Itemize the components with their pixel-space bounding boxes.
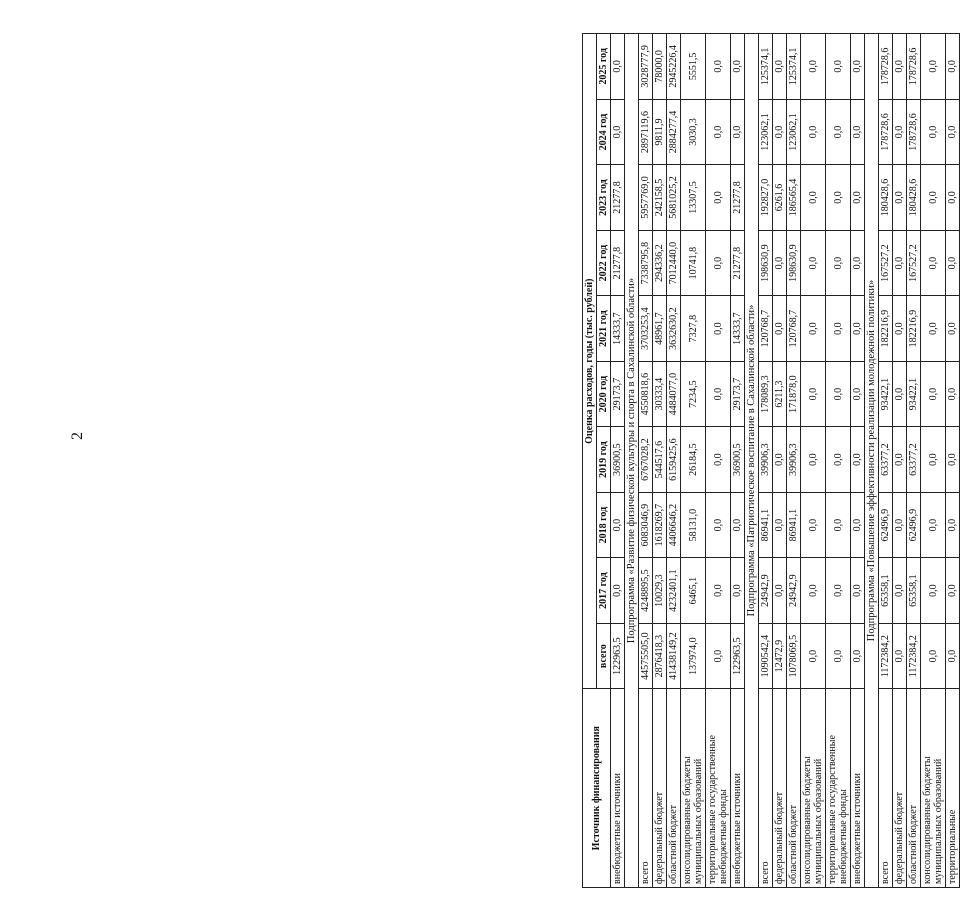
table-cell: 0,0	[773, 558, 787, 624]
table-body	[611, 34, 960, 888]
table-cell: 0,0	[706, 427, 731, 493]
table-cell: 2876418,3	[653, 623, 667, 689]
table-cell: 10741,8	[681, 230, 706, 296]
table-cell: 0,0	[893, 361, 907, 427]
table-cell: 14333,7	[611, 296, 625, 362]
subprogram-title: Подпрограмма «Повышение эффективности реализации молодежной политики»	[865, 34, 879, 888]
table-cell: 7327,8	[681, 296, 706, 362]
table-cell: 0,0	[773, 296, 787, 362]
row-label: внебюджетные источники	[851, 689, 865, 888]
column-header: 2021 год	[597, 296, 611, 362]
row-label: федеральный бюджет	[773, 689, 787, 888]
table-cell: 0,0	[921, 558, 946, 624]
table-cell: 6159425,6	[667, 427, 681, 493]
table-cell: 86941,1	[787, 492, 801, 558]
row-label: областной бюджет	[787, 689, 801, 888]
table-cell: 0,0	[826, 492, 851, 558]
table-cell: 0,0	[801, 427, 826, 493]
table-cell: 0,0	[826, 427, 851, 493]
table-cell: 0,0	[946, 296, 960, 362]
table-cell: 0,0	[611, 492, 625, 558]
table-cell: 0,0	[706, 558, 731, 624]
table-cell: 0,0	[801, 99, 826, 165]
table-cell: 0,0	[731, 99, 745, 165]
column-header: 2022 год	[597, 230, 611, 296]
table-cell: 2945226,4	[667, 34, 681, 100]
table-cell: 178728,6	[907, 34, 921, 100]
table-cell: 0,0	[801, 165, 826, 231]
table-row	[759, 34, 773, 888]
table-cell: 9811,9	[653, 99, 667, 165]
column-header: 2023 год	[597, 165, 611, 231]
rotated-table-container	[582, 33, 960, 888]
column-header: 2020 год	[597, 361, 611, 427]
table-cell: 0,0	[851, 34, 865, 100]
table-cell: 0,0	[893, 492, 907, 558]
row-label: всего	[879, 689, 893, 888]
table-cell: 0,0	[851, 427, 865, 493]
table-cell: 7012440,0	[667, 230, 681, 296]
table-cell: 21277,8	[731, 230, 745, 296]
column-header: 2017 год	[597, 558, 611, 624]
table-cell: 0,0	[851, 230, 865, 296]
table-cell: 120768,7	[759, 296, 773, 362]
table-cell: 0,0	[893, 623, 907, 689]
table-cell: 192827,0	[759, 165, 773, 231]
table-cell: 21277,8	[611, 230, 625, 296]
table-cell: 58131,0	[681, 492, 706, 558]
table-cell: 0,0	[731, 558, 745, 624]
table-row	[946, 34, 960, 888]
table-cell: 0,0	[946, 165, 960, 231]
table-cell: 0,0	[851, 99, 865, 165]
table-cell: 0,0	[921, 296, 946, 362]
table-cell: 14333,7	[731, 296, 745, 362]
table-cell: 1172384,2	[879, 623, 893, 689]
table-cell: 171878,0	[787, 361, 801, 427]
table-cell: 44575505,0	[639, 623, 653, 689]
column-header: 2018 год	[597, 492, 611, 558]
table-cell: 198630,9	[787, 230, 801, 296]
table-cell: 0,0	[851, 361, 865, 427]
row-label: территориальные государственные внебюджетные фонды	[826, 689, 851, 888]
table-cell: 0,0	[773, 427, 787, 493]
table-row	[667, 34, 681, 888]
table-cell: 0,0	[801, 558, 826, 624]
table-cell: 29173,7	[611, 361, 625, 427]
page-number: 2	[69, 432, 86, 440]
table-row	[639, 34, 653, 888]
table-cell: 0,0	[893, 230, 907, 296]
table-row	[611, 34, 625, 888]
table-cell: 21277,8	[611, 165, 625, 231]
table-cell: 36900,5	[731, 427, 745, 493]
table-cell: 0,0	[801, 361, 826, 427]
row-label: всего	[639, 689, 653, 888]
table-cell: 62496,9	[907, 492, 921, 558]
table-cell: 1618269,7	[653, 492, 667, 558]
table-cell: 7338795,8	[639, 230, 653, 296]
table-cell: 0,0	[801, 230, 826, 296]
row-label: консолидированные бюджеты муниципальных образований	[801, 689, 826, 888]
table-cell: 0,0	[893, 427, 907, 493]
table-cell: 24942,9	[787, 558, 801, 624]
column-header: 2024 год	[597, 99, 611, 165]
table-cell: 0,0	[826, 99, 851, 165]
row-label: всего	[759, 689, 773, 888]
subprogram-title: Подпрограмма «Развитие физической культуры и спорта в Сахалинской области»	[625, 34, 639, 888]
table-cell: 0,0	[851, 165, 865, 231]
row-label: внебюджетные источники	[731, 689, 745, 888]
table-cell: 0,0	[773, 99, 787, 165]
table-cell: 10029,3	[653, 558, 667, 624]
table-row	[653, 34, 667, 888]
table-cell: 93422,1	[879, 361, 893, 427]
table-row	[893, 34, 907, 888]
table-cell: 180428,6	[907, 165, 921, 231]
table-cell: 242158,5	[653, 165, 667, 231]
table-cell: 294336,2	[653, 230, 667, 296]
table-cell: 123062,1	[787, 99, 801, 165]
table-row	[826, 34, 851, 888]
table-cell: 0,0	[706, 165, 731, 231]
table-cell: 29173,7	[731, 361, 745, 427]
table-cell: 0,0	[826, 361, 851, 427]
table-cell: 5551,5	[681, 34, 706, 100]
table-cell: 0,0	[893, 99, 907, 165]
table-cell: 0,0	[731, 34, 745, 100]
table-cell: 167527,2	[907, 230, 921, 296]
table-cell: 178728,6	[907, 99, 921, 165]
table-cell: 0,0	[921, 427, 946, 493]
table-cell: 65358,1	[907, 558, 921, 624]
table-cell: 0,0	[946, 623, 960, 689]
table-cell: 13307,5	[681, 165, 706, 231]
table-cell: 0,0	[851, 492, 865, 558]
row-label: федеральный бюджет	[893, 689, 907, 888]
subprogram-row	[745, 34, 759, 888]
table-cell: 0,0	[826, 165, 851, 231]
table-cell: 0,0	[773, 230, 787, 296]
table-cell: 0,0	[801, 623, 826, 689]
table-cell: 39906,3	[787, 427, 801, 493]
table-cell: 0,0	[773, 34, 787, 100]
table-cell: 0,0	[706, 34, 731, 100]
row-label: федеральный бюджет	[653, 689, 667, 888]
table-cell: 78000,0	[653, 34, 667, 100]
table-cell: 0,0	[851, 623, 865, 689]
table-cell: 0,0	[801, 296, 826, 362]
table-cell: 0,0	[826, 230, 851, 296]
table-cell: 36900,5	[611, 427, 625, 493]
table-cell: 182216,9	[907, 296, 921, 362]
table-cell: 26184,5	[681, 427, 706, 493]
table-cell: 63377,2	[879, 427, 893, 493]
table-cell: 122963,5	[611, 623, 625, 689]
table-cell: 0,0	[946, 230, 960, 296]
table-cell: 0,0	[921, 230, 946, 296]
table-cell: 4232401,1	[667, 558, 681, 624]
table-cell: 0,0	[801, 492, 826, 558]
table-cell: 0,0	[946, 427, 960, 493]
table-cell: 120768,7	[787, 296, 801, 362]
table-cell: 0,0	[826, 623, 851, 689]
table-cell: 0,0	[706, 623, 731, 689]
table-cell: 0,0	[826, 34, 851, 100]
table-cell: 0,0	[921, 99, 946, 165]
table-row	[879, 34, 893, 888]
table-cell: 41438149,2	[667, 623, 681, 689]
table-cell: 180428,6	[879, 165, 893, 231]
table-cell: 5957769,0	[639, 165, 653, 231]
subprogram-row	[625, 34, 639, 888]
table-cell: 0,0	[893, 34, 907, 100]
table-cell: 125374,1	[759, 34, 773, 100]
estimate-header: Оценка расходов, годы (тыс. рублей)	[583, 34, 597, 689]
source-header: Источник финансирования	[583, 689, 611, 888]
financing-table	[582, 33, 960, 888]
table-cell: 3028777,9	[639, 34, 653, 100]
table-cell: 0,0	[851, 558, 865, 624]
table-cell: 0,0	[611, 34, 625, 100]
table-cell: 0,0	[893, 296, 907, 362]
table-row	[801, 34, 826, 888]
table-cell: 544517,6	[653, 427, 667, 493]
table-cell: 0,0	[706, 296, 731, 362]
table-cell: 0,0	[921, 165, 946, 231]
row-label: консолидированные бюджеты муниципальных образований	[681, 689, 706, 888]
table-cell: 167527,2	[879, 230, 893, 296]
table-cell: 0,0	[921, 623, 946, 689]
table-row	[731, 34, 745, 888]
table-row	[851, 34, 865, 888]
table-cell: 5681025,2	[667, 165, 681, 231]
table-cell: 186565,4	[787, 165, 801, 231]
table-cell: 3632630,2	[667, 296, 681, 362]
table-cell: 2884277,4	[667, 99, 681, 165]
table-cell: 4550818,6	[639, 361, 653, 427]
table-cell: 1078069,5	[787, 623, 801, 689]
table-cell: 48961,7	[653, 296, 667, 362]
table-cell: 4484077,0	[667, 361, 681, 427]
table-cell: 6083046,9	[639, 492, 653, 558]
table-cell: 4406646,2	[667, 492, 681, 558]
table-cell: 137974,0	[681, 623, 706, 689]
table-row	[907, 34, 921, 888]
table-cell: 0,0	[801, 34, 826, 100]
table-cell: 0,0	[893, 558, 907, 624]
column-header: всего	[597, 623, 611, 689]
table-cell: 0,0	[611, 558, 625, 624]
table-cell: 0,0	[946, 492, 960, 558]
table-cell: 178089,3	[759, 361, 773, 427]
table-row	[706, 34, 731, 888]
table-row	[921, 34, 946, 888]
table-cell: 182216,9	[879, 296, 893, 362]
table-cell: 1090542,4	[759, 623, 773, 689]
table-cell: 0,0	[826, 558, 851, 624]
header-row-top	[583, 34, 597, 888]
table-cell: 62496,9	[879, 492, 893, 558]
table-cell: 7234,5	[681, 361, 706, 427]
row-label: областной бюджет	[907, 689, 921, 888]
table-cell: 178728,6	[879, 34, 893, 100]
column-header: 2019 год	[597, 427, 611, 493]
table-cell: 30333,4	[653, 361, 667, 427]
table-cell: 0,0	[826, 296, 851, 362]
subprogram-row	[865, 34, 879, 888]
table-cell: 12472,9	[773, 623, 787, 689]
table-cell: 122963,5	[731, 623, 745, 689]
table-cell: 125374,1	[787, 34, 801, 100]
table-cell: 6465,1	[681, 558, 706, 624]
table-cell: 0,0	[921, 34, 946, 100]
table-cell: 123062,1	[759, 99, 773, 165]
table-cell: 93422,1	[907, 361, 921, 427]
column-header: 2025 год	[597, 34, 611, 100]
table-cell: 6261,6	[773, 165, 787, 231]
table-cell: 0,0	[946, 99, 960, 165]
table-row	[681, 34, 706, 888]
table-row	[773, 34, 787, 888]
row-label: консолидированные бюджеты муниципальных образований	[921, 689, 946, 888]
table-cell: 0,0	[706, 492, 731, 558]
table-cell: 86941,1	[759, 492, 773, 558]
table-cell: 2897119,6	[639, 99, 653, 165]
table-cell: 0,0	[946, 361, 960, 427]
table-row	[787, 34, 801, 888]
table-cell: 21277,8	[731, 165, 745, 231]
table-cell: 39906,3	[759, 427, 773, 493]
table-cell: 0,0	[773, 492, 787, 558]
row-label: территориальные государственные внебюджетные фонды	[706, 689, 731, 888]
table-cell: 65358,1	[879, 558, 893, 624]
table-cell: 178728,6	[879, 99, 893, 165]
table-cell: 3703253,4	[639, 296, 653, 362]
table-cell: 0,0	[706, 230, 731, 296]
table-cell: 0,0	[893, 165, 907, 231]
table-cell: 0,0	[921, 492, 946, 558]
subprogram-title: Подпрограмма «Патриотическое воспитание в Сахалинской области»	[745, 34, 759, 888]
table-cell: 0,0	[946, 558, 960, 624]
table-cell: 0,0	[611, 99, 625, 165]
row-label: территориальные	[946, 689, 960, 888]
table-cell: 4248895,5	[639, 558, 653, 624]
table-cell: 6211,3	[773, 361, 787, 427]
table-cell: 0,0	[706, 361, 731, 427]
table-cell: 63377,2	[907, 427, 921, 493]
table-cell: 0,0	[921, 361, 946, 427]
table-cell: 198630,9	[759, 230, 773, 296]
row-label: областной бюджет	[667, 689, 681, 888]
table-cell: 24942,9	[759, 558, 773, 624]
table-cell: 3030,3	[681, 99, 706, 165]
table-cell: 1172384,2	[907, 623, 921, 689]
table-cell: 0,0	[946, 34, 960, 100]
row-label: внебюджетные источники	[611, 689, 625, 888]
table-cell: 6767028,2	[639, 427, 653, 493]
table-cell: 0,0	[851, 296, 865, 362]
table-cell: 0,0	[731, 492, 745, 558]
table-cell: 0,0	[706, 99, 731, 165]
